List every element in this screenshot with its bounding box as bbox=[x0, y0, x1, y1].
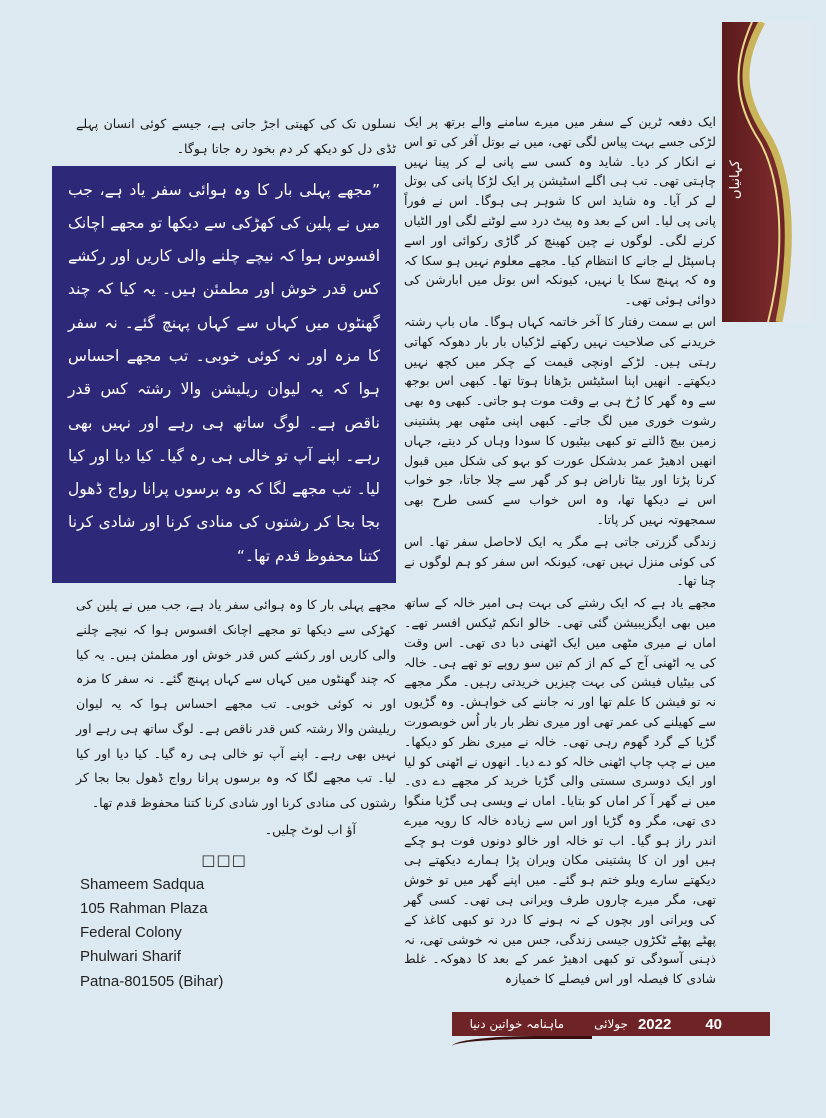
right-text-column bbox=[404, 112, 716, 991]
address-line: 105 Rahman Plaza bbox=[80, 899, 208, 917]
left-text-column bbox=[52, 593, 396, 845]
section-label: کہانیاں bbox=[728, 160, 743, 200]
author-name: Shameem Sadqua bbox=[80, 875, 205, 893]
address-line: Phulwari Sharif bbox=[80, 948, 181, 966]
footer-swoosh bbox=[452, 1036, 592, 1053]
page-footer bbox=[452, 1012, 770, 1036]
paragraph: مجھے یاد ہے کہ ایک رشتے کی بہت ہی امیر خالہ کے ساتھ میں بھی ایگزیبیشن گئی تھی۔ خالو انکم ٹیکس افسر تھے۔ اماں نے میری مٹھی میں ایک اٹھنی دبا دی تھی۔ اس وقت کی یہ اٹھنی آج کے کم از کم تین سو روپے تو تھے ہی۔ خالہ کی بیٹیاں فیشن کی بہت چیزیں خریدتی رہیں۔ مگر مجھے نہ تو فیشن کا علم تھا اور نہ جاننے کی خواہش۔ وہ گڑیوں سے کھیلنے کی عمر تھی اور میری نظر بار بار اُس خوبصورت گڑیا کے گرد گھوم رہی تھی۔ خالہ نے میری نظر کو دیکھا۔ میں نے چپ چاپ اٹھنی خالہ کو دے دیا۔ انھوں نے اٹھنی کو لیا اور ایک دوسری سستی والی گڑیا خرید کر مجھے دے دی۔ میں نے گھر آ کر اماں کو بتایا۔ اماں نے ویسی ہی گڑیا منگوا دی تھی، مگر وہ گڑیا اور اس سے زیادہ خالہ کا رویہ میرے اندر راز ہو گیا۔ اب تو خالہ اور خالو دونوں فوت ہو چکے ہیں اور ان کا پشتینی مکان ویران پڑا ہمارے دیکھتے ہی دیکھتے سارے ویلو ختم ہو گئے۔ میں اپنے گھر میں تو خوش تھی، مگر میرے چاروں طرف ویرانی ہی تھی۔ کسی گھر کی ویرانی اور بچوں کے نہ ہونے کا درد تو کبھی کاغذ کے پھٹے پھٹے ٹکڑوں جیسی زندگی، جس میں نہ خوشی تھی، نہ ذہنی آسودگی تو کبھی ادھیڑ عمر کے بعد کا دھوکہ۔ غلط شادی کا فیصلہ اور اس فیصلے کا خمیازہ bbox=[404, 595, 716, 987]
paragraph: اس بے سمت رفتار کا آخر خاتمہ کہاں ہوگا۔ ماں باپ رشتہ خریدنے کی صلاحیت نہیں رکھتے لڑکیاں بار بار دھوکہ کھاتی رہتی ہیں۔ لڑکے اونچی قیمت کے چکر میں کچھ نہیں دیکھتے۔ انھیں اپنا اسٹیٹس بڑھانا ہوتا تھا۔ کبھی اس بوجھ سے وہ گھر کا رُخ ہی بے وقت موت ہو جاتی۔ کبھی وہ بھی رشوت خوری میں لگ جاتے۔ کبھی اپنی مٹھی بھر پشتینی زمین بیچ ڈالتے تو کبھی بیٹیوں کا سودا وہاں کر دیتے، جہاں انھیں ادھیڑ عمر بدشکل عورت کو بہو کی شکل میں قبول کرنا پڑتا اور بیٹا ناراض ہو کر گھر سے چلا جاتا، جو خواب اس نے دیکھا تھا، وہ اس خواب سے کسی طرح بھی سمجھوتہ نہیں کر پاتا۔ bbox=[404, 313, 716, 527]
pull-quote: ”مجھے پہلی بار کا وہ ہوائی سفر یاد ہے، جب میں نے پلین کی کھڑکی سے دیکھا تو مجھے اچانک افسوس ہوا کہ نیچے چلنے والی کاریں اور رکشے کس قدر خوش اور مطمئن ہیں۔ یہ کیا کہ چند گھنٹوں میں کہاں سے کہاں پہنچ گئے۔ نہ سفر کا مزہ اور نہ کوئی خوبی۔ تب مجھے احساس ہوا کہ یہ لیوان ریلیشن والا رشتہ کس قدر ناقص ہے۔ لوگ ساتھ ہی رہے اور نہیں بھی رہے۔ اپنے آپ تو خالی ہی رہ گیا۔ کیا دیا اور کیا لیا۔ تب مجھے لگا کہ وہ برسوں پرانا رواج ڈھول بجا بجا کر رشتوں کی منادی کرنا اور شادی کرنا کتنا محفوظ قدم تھا۔“ bbox=[52, 166, 396, 584]
paragraph: مجھے پہلی بار کا وہ ہوائی سفر یاد ہے، جب میں نے پلین کی کھڑکی سے دیکھا تو مجھے اچانک افسوس ہوا کہ نیچے چلنے والی کاریں اور رکشے کس قدر خوش اور مطمئن ہیں۔ یہ کیا کہ چند گھنٹوں میں کہاں سے کہاں پہنچ گئے۔ نہ سفر کا مزہ اور نہ کوئی خوبی۔ تب مجھے احساس ہوا کہ یہ لیوان ریلیشن والا رشتہ کس قدر ناقص ہے۔ لوگ ساتھ ہی رہے اور نہیں بھی رہے۔ اپنے آپ تو خالی ہی رہ گیا۔ کیا دیا اور کیا لیا۔ تب مجھے لگا کہ وہ برسوں پرانا رواج ڈھول بجا بجا کر رشتوں کی منادی کرنا اور شادی کرنا کتنا محفوظ قدم تھا۔ bbox=[76, 597, 396, 811]
paragraph: زندگی گزرتی جاتی ہے مگر یہ ایک لاحاصل سفر تھا۔ اس کی کوئی منزل نہیں تھی، کیونکہ اس سفر کو ہم لوگوں نے چنا تھا۔ bbox=[404, 533, 716, 589]
issue-year: 2022 bbox=[637, 1015, 672, 1033]
address-line: Patna-801505 (Bihar) bbox=[80, 972, 224, 990]
page-number: 40 bbox=[705, 1015, 722, 1033]
closing-line: آؤ اب لوٹ چلیں۔ bbox=[264, 821, 356, 837]
author-address bbox=[52, 873, 396, 994]
issue-month: جولائی bbox=[594, 1017, 628, 1031]
left-top-paragraph: نسلوں تک کی کھیتی اجڑ جاتی ہے، جیسے کوئی انسان پہلے ٹڈی دل کو دیکھ کر دم بخود رہ جاتا ہوگا۔ bbox=[76, 116, 396, 156]
magazine-name: ماہنامہ خواتین دنیا bbox=[469, 1017, 565, 1031]
left-column bbox=[52, 112, 396, 994]
end-mark: □□□ bbox=[201, 850, 247, 869]
paragraph: ایک دفعہ ٹرین کے سفر میں میرے سامنے والے برتھ پر ایک لڑکی جسے بہت پیاس لگی تھی، میں نے بوتل آفر کی تو اس نے انکار کر دیا۔ شاید وہ کسی سے پانی لے کر پینا نہیں چاہتی تھی۔ تب ہی اگلے اسٹیشن پر ایک لڑکا پانی کی بوتل لے کر آیا۔ وہ شاید اس کا شوہر ہی ہوگا۔ اس نے فوراً پانی پی لیا۔ اس کے بعد وہ پیٹ درد سے لوٹنے لگی اور الٹیاں کرنے لگی۔ لوگوں نے چین کھینچ کر گاڑی رکوائی اور اسے ہاسپٹل لے جانے کا انتظام کیا۔ مجھے معلوم نہیں ہو سکا کہ وہ کہ پہنچ سکا یا نہیں، کیونکہ اس بوتل میں ابارشن کی دوائی ہوئی تھی۔ bbox=[404, 114, 716, 308]
address-line: Federal Colony bbox=[80, 924, 182, 942]
